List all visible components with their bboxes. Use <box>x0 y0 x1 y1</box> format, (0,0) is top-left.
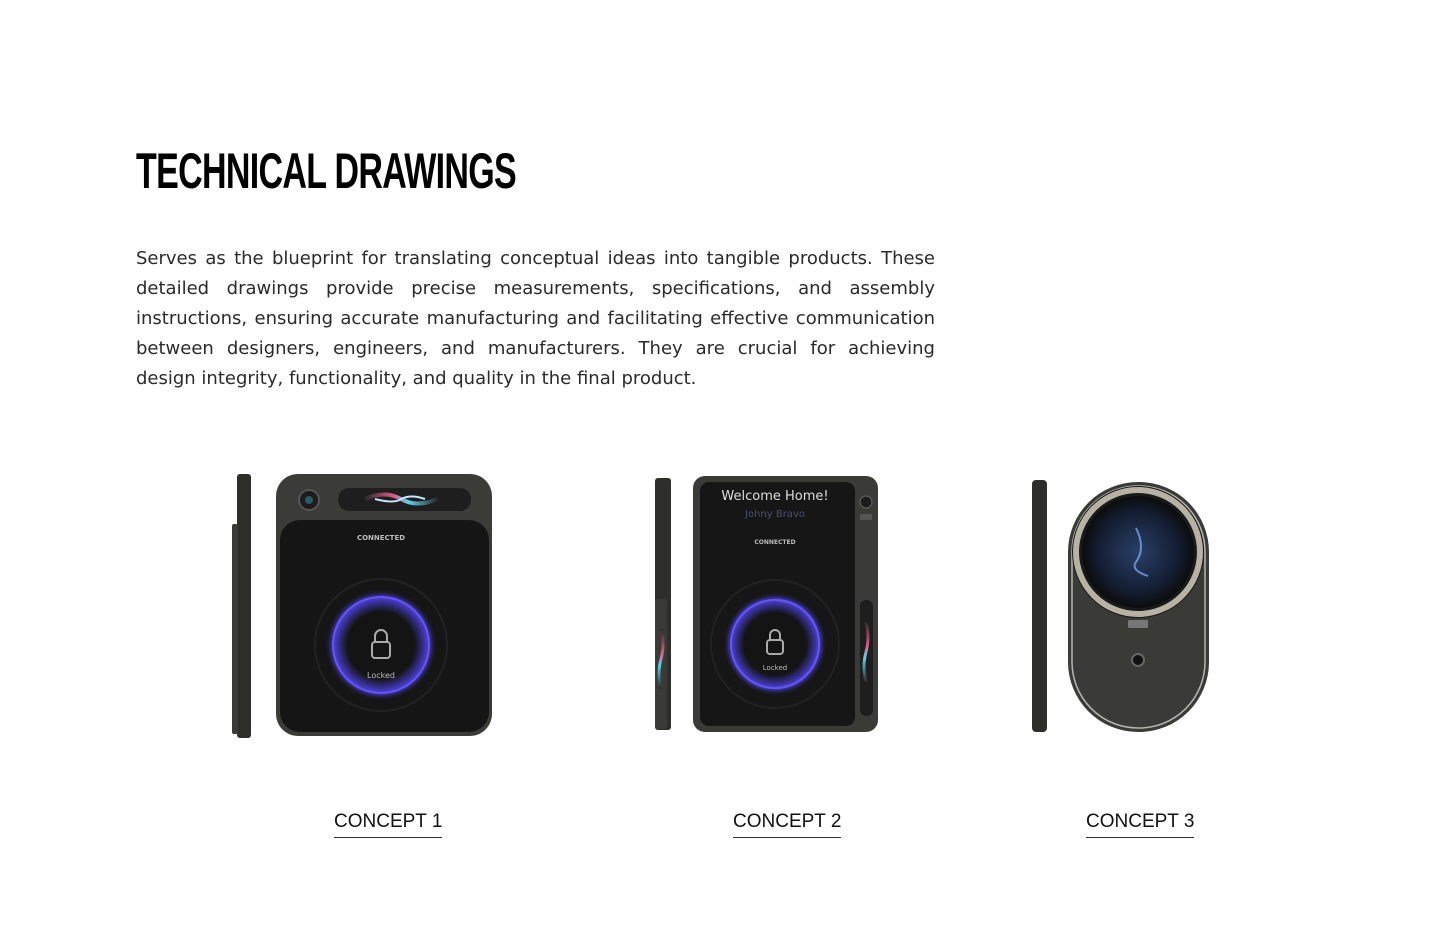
side-view <box>1032 480 1047 732</box>
concept-1-drawing <box>225 470 500 742</box>
lock-text: Locked <box>367 671 395 680</box>
camera-icon <box>860 496 872 508</box>
side-view <box>237 474 251 738</box>
user-name-text: Johny Bravo <box>745 509 805 520</box>
screen-status: CONNECTED <box>356 534 406 542</box>
section-description: Serves as the blueprint for translating conceptual ideas into tangible products. These detailed drawings provide precise measurements, specifications, and assembly instructions, ensuring accurate manufacturing and facilitating effective communication between designers, engineers, and manufacturers. They are crucial for achieving design integrity, functionality, and quality in the final product. <box>136 248 935 389</box>
lens-icon <box>1132 654 1144 666</box>
concept-2-drawing <box>650 474 882 736</box>
screen-status: CONNECTED <box>754 539 796 546</box>
section-title: TECHNICAL DRAWINGS <box>136 143 517 199</box>
concept-2-link[interactable]: CONCEPT 2 <box>733 810 841 838</box>
concept-3-link[interactable]: CONCEPT 3 <box>1086 810 1194 838</box>
concept-1-link[interactable]: CONCEPT 1 <box>334 810 442 838</box>
greeting-text: Welcome Home! <box>721 489 829 504</box>
lock-text: Locked <box>762 664 788 672</box>
concept-3-drawing <box>1028 478 1214 736</box>
